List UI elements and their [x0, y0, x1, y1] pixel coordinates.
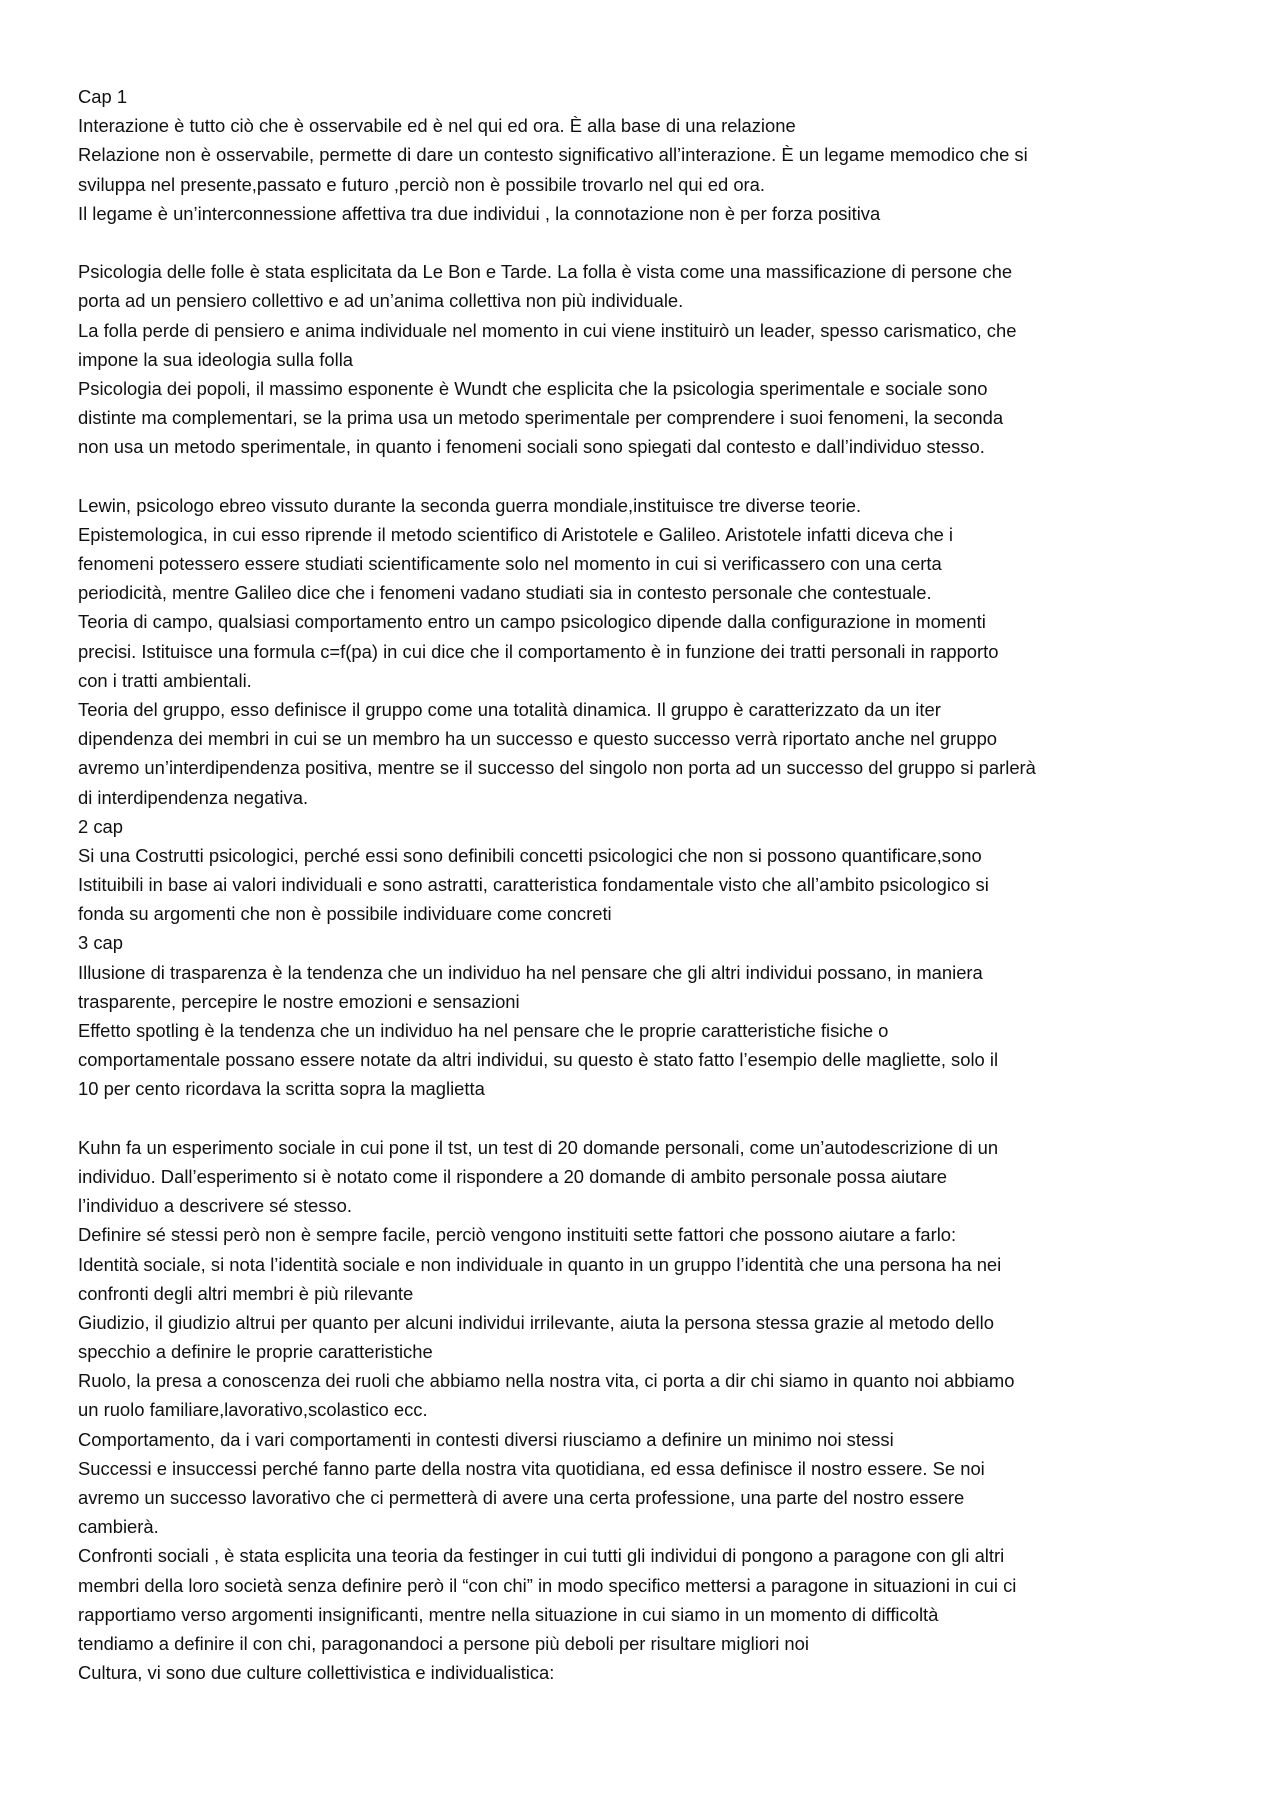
text-line: porta ad un pensiero collettivo e ad un’anima collettiva non più individuale.	[78, 290, 684, 312]
text-line: 2 cap	[78, 815, 123, 837]
text-line: individuo. Dall’esperimento si è notato come il rispondere a 20 domande di ambito personale possa aiutare	[78, 1165, 947, 1187]
text-line: Epistemologica, in cui esso riprende il metodo scientifico di Aristotele e Galileo. Aristotele infatti diceva che i	[78, 523, 954, 545]
text-line: membri della loro società senza definire però il “con chi” in modo specifico mettersi a paragone in situazioni in cui ci	[78, 1574, 1017, 1596]
text-line: tendiamo a definire il con chi, paragonandoci a persone più deboli per risultare migliori noi	[78, 1632, 809, 1654]
text-line: confronti degli altri membri è più rilevante	[78, 1282, 414, 1304]
text-line: Psicologia dei popoli, il massimo esponente è Wundt che esplicita che la psicologia sperimentale e sociale sono	[78, 377, 988, 399]
text-line: Psicologia delle folle è stata esplicitata da Le Bon e Tarde. La folla è vista come una massificazione di persone che	[78, 261, 1013, 283]
text-line: Teoria del gruppo, esso definisce il gruppo come una totalità dinamica. Il gruppo è caratterizzato da un iter	[78, 698, 941, 720]
text-line: un ruolo familiare,lavorativo,scolastico ecc.	[78, 1399, 428, 1421]
text-line: l’individuo a descrivere sé stesso.	[78, 1195, 352, 1217]
text-line: La folla perde di pensiero e anima individuale nel momento in cui viene instituirò un leader, spesso carismatico, che	[78, 319, 1017, 341]
text-line: Lewin, psicologo ebreo vissuto durante la seconda guerra mondiale,instituisce tre diverse teorie.	[78, 494, 862, 516]
text-line: distinte ma complementari, se la prima usa un metodo sperimentale per comprendere i suoi fenomeni, la seconda	[78, 407, 1004, 429]
blank-line	[78, 1104, 1218, 1133]
blank-line	[78, 461, 1218, 490]
text-line: trasparente, percepire le nostre emozioni e sensazioni	[78, 990, 520, 1012]
text-line: Teoria di campo, qualsiasi comportamento entro un campo psicologico dipende dalla configurazione in momenti	[78, 611, 986, 633]
text-line: con i tratti ambientali.	[78, 669, 252, 691]
document-page	[78, 82, 1218, 1687]
blank-line	[78, 228, 1218, 257]
text-line: Interazione è tutto ciò che è osservabile ed è nel qui ed ora. È alla base di una relazione	[78, 115, 796, 137]
text-line: 10 per cento ricordava la scritta sopra la maglietta	[78, 1078, 485, 1100]
text-line: precisi. Istituisce una formula c=f(pa) in cui dice che il comportamento è in funzione dei tratti personali in rapporto	[78, 640, 999, 662]
text-line: Giudizio, il giudizio altrui per quanto per alcuni individui irrilevante, aiuta la persona stessa grazie al metodo dello	[78, 1311, 994, 1333]
text-line: cambierà.	[78, 1516, 159, 1538]
text-line: periodicità, mentre Galileo dice che i fenomeni vadano studiati sia in contesto personale che contestuale.	[78, 582, 932, 604]
text-line: avremo un’interdipendenza positiva, mentre se il successo del singolo non porta ad un successo del gruppo si parlerà	[78, 757, 1036, 779]
text-line: Ruolo, la presa a conoscenza dei ruoli che abbiamo nella nostra vita, ci porta a dir chi siamo in quanto noi abbiamo	[78, 1370, 1015, 1392]
text-line: comportamentale possano essere notate da altri individui, su questo è stato fatto l’esempio delle magliette, solo il	[78, 1049, 999, 1071]
text-line: Effetto spotling è la tendenza che un individuo ha nel pensare che le proprie caratteristiche fisiche o	[78, 1020, 889, 1041]
text-line: Confronti sociali , è stata esplicita una teoria da festinger in cui tutti gli individui di pongono a paragone con gli altri	[78, 1545, 1005, 1567]
text-line: sviluppa nel presente,passato e futuro ,perciò non è possibile trovarlo nel qui ed ora.	[78, 173, 766, 195]
text-line: specchio a definire le proprie caratteristiche	[78, 1341, 433, 1363]
text-line: Si una Costrutti psicologici, perché essi sono definibili concetti psicologici che non si possono quantificare,sono	[78, 844, 982, 866]
text-line: Definire sé stessi però non è sempre facile, perciò vengono instituiti sette fattori che possono aiutare a farlo:	[78, 1224, 957, 1246]
text-line: Cap 1	[78, 86, 128, 107]
text-line: 3 cap	[78, 932, 123, 954]
text-line: dipendenza dei membri in cui se un membro ha un successo e questo successo verrà riportato anche nel gruppo	[78, 728, 998, 750]
text-line: fenomeni potessero essere studiati scientificamente solo nel momento in cui si verificassero con una certa	[78, 553, 942, 574]
text-line: Identità sociale, si nota l’identità sociale e non individuale in quanto in un gruppo l’identità che una persona ha nei	[78, 1253, 1002, 1275]
text-line: di interdipendenza negativa.	[78, 786, 309, 808]
text-line: Cultura, vi sono due culture collettivistica e individualistica:	[78, 1662, 555, 1684]
text-line: rapportiamo verso argomenti insignificanti, mentre nella situazione in cui siamo in un momento di difficoltà	[78, 1603, 939, 1625]
text-line: Successi e insuccessi perché fanno parte della nostra vita quotidiana, ed essa definisce il nostro essere. Se noi	[78, 1457, 985, 1479]
text-line: Illusione di trasparenza è la tendenza che un individuo ha nel pensare che gli altri individui possano, in maniera	[78, 961, 983, 983]
text-line: Kuhn fa un esperimento sociale in cui pone il tst, un test di 20 domande personali, come un’autodescrizione di un	[78, 1136, 999, 1158]
text-line: non usa un metodo sperimentale, in quanto i fenomeni sociali sono spiegati dal contesto e dall’individuo stesso.	[78, 436, 985, 458]
text-line: Relazione non è osservabile, permette di dare un contesto significativo all’interazione. È un legame memodico che si	[78, 144, 1028, 166]
text-line: avremo un successo lavorativo che ci permetterà di avere una certa professione, una parte del nostro essere	[78, 1487, 965, 1508]
text-line: Istituibili in base ai valori individuali e sono astratti, caratteristica fondamentale visto che all’ambito psicologico si	[78, 874, 989, 896]
text-line: Comportamento, da i vari comportamenti in contesti diversi riusciamo a definire un minimo noi stessi	[78, 1428, 894, 1450]
text-line: impone la sua ideologia sulla folla	[78, 348, 354, 370]
text-line: fonda su argomenti che non è possibile individuare come concreti	[78, 903, 612, 925]
text-line: Il legame è un’interconnessione affettiva tra due individui , la connotazione non è per forza positiva	[78, 202, 881, 224]
